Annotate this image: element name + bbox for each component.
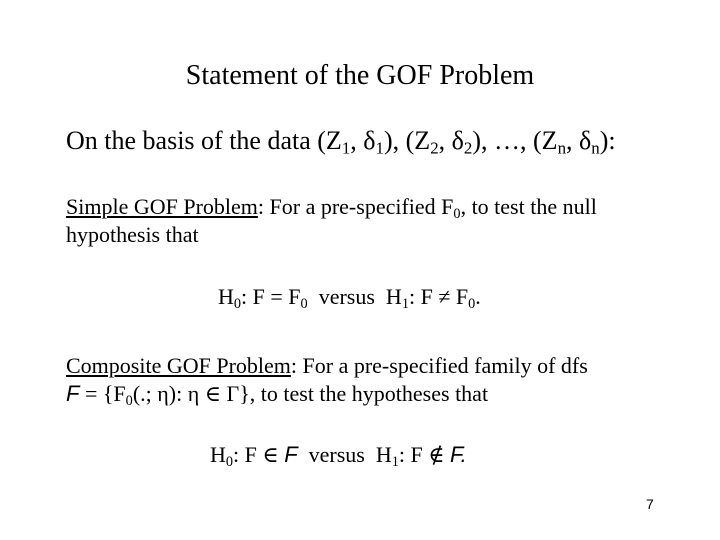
hyp-text: : F ∉ <box>398 442 451 467</box>
subscript: 1 <box>391 454 399 470</box>
subscript: 1 <box>401 296 409 312</box>
composite-gof-statement-cont <box>66 381 488 407</box>
subscript: 0 <box>225 454 234 470</box>
subscript: 2 <box>463 138 473 158</box>
data-statement <box>66 126 616 156</box>
simple-hypotheses <box>218 284 481 310</box>
hyp-text: : F = F <box>241 284 301 309</box>
subscript: 1 <box>341 138 351 158</box>
hyp-text: versus H <box>297 442 392 467</box>
subscript: 1 <box>375 138 384 158</box>
intro-text: ), …, (Z <box>472 126 558 155</box>
simple-gof-heading: Simple GOF Problem <box>66 194 258 219</box>
composite-hypotheses <box>210 442 467 468</box>
intro-text: On the basis of the data (Z <box>66 126 342 155</box>
family-symbol: F <box>66 381 80 406</box>
hyp-text: : F ∈ <box>233 442 285 467</box>
subscript: 0 <box>468 296 476 312</box>
simple-gof-statement <box>66 194 597 220</box>
hyp-text: . <box>475 284 481 309</box>
slide-title: Statement of the GOF Problem <box>185 60 535 91</box>
statement-text: , to test the null <box>460 194 597 219</box>
intro-text: ), (Z <box>383 126 431 155</box>
hyp-text: H <box>218 284 234 309</box>
hyp-text: : F ≠ F <box>408 284 469 309</box>
subscript: 0 <box>300 296 308 312</box>
intro-text: , δ <box>566 126 592 155</box>
composite-gof-heading: Composite GOF Problem <box>66 353 291 378</box>
family-symbol: F <box>284 442 298 467</box>
statement-text: : For a pre-specified F <box>257 194 454 219</box>
intro-text: , δ <box>438 126 464 155</box>
statement-text: : For a pre-specified family of dfs <box>290 353 588 378</box>
statement-text: (.; η): η ∈ Γ}, to test the hypotheses that <box>132 381 489 406</box>
page-number: 7 <box>646 496 654 512</box>
subscript: n <box>557 138 567 158</box>
intro-text: ): <box>599 126 616 155</box>
subscript: 2 <box>430 138 439 158</box>
composite-gof-statement <box>66 353 588 379</box>
statement-text: = {F <box>79 381 126 406</box>
hyp-text: versus H <box>307 284 402 309</box>
hyp-text: H <box>210 442 226 467</box>
subscript: 0 <box>125 393 133 409</box>
intro-text: , δ <box>350 126 376 155</box>
subscript: 0 <box>453 206 461 222</box>
subscript: n <box>591 138 600 158</box>
family-symbol: F. <box>450 442 467 467</box>
simple-gof-statement-cont: hypothesis that <box>66 222 199 247</box>
subscript: 0 <box>233 296 242 312</box>
